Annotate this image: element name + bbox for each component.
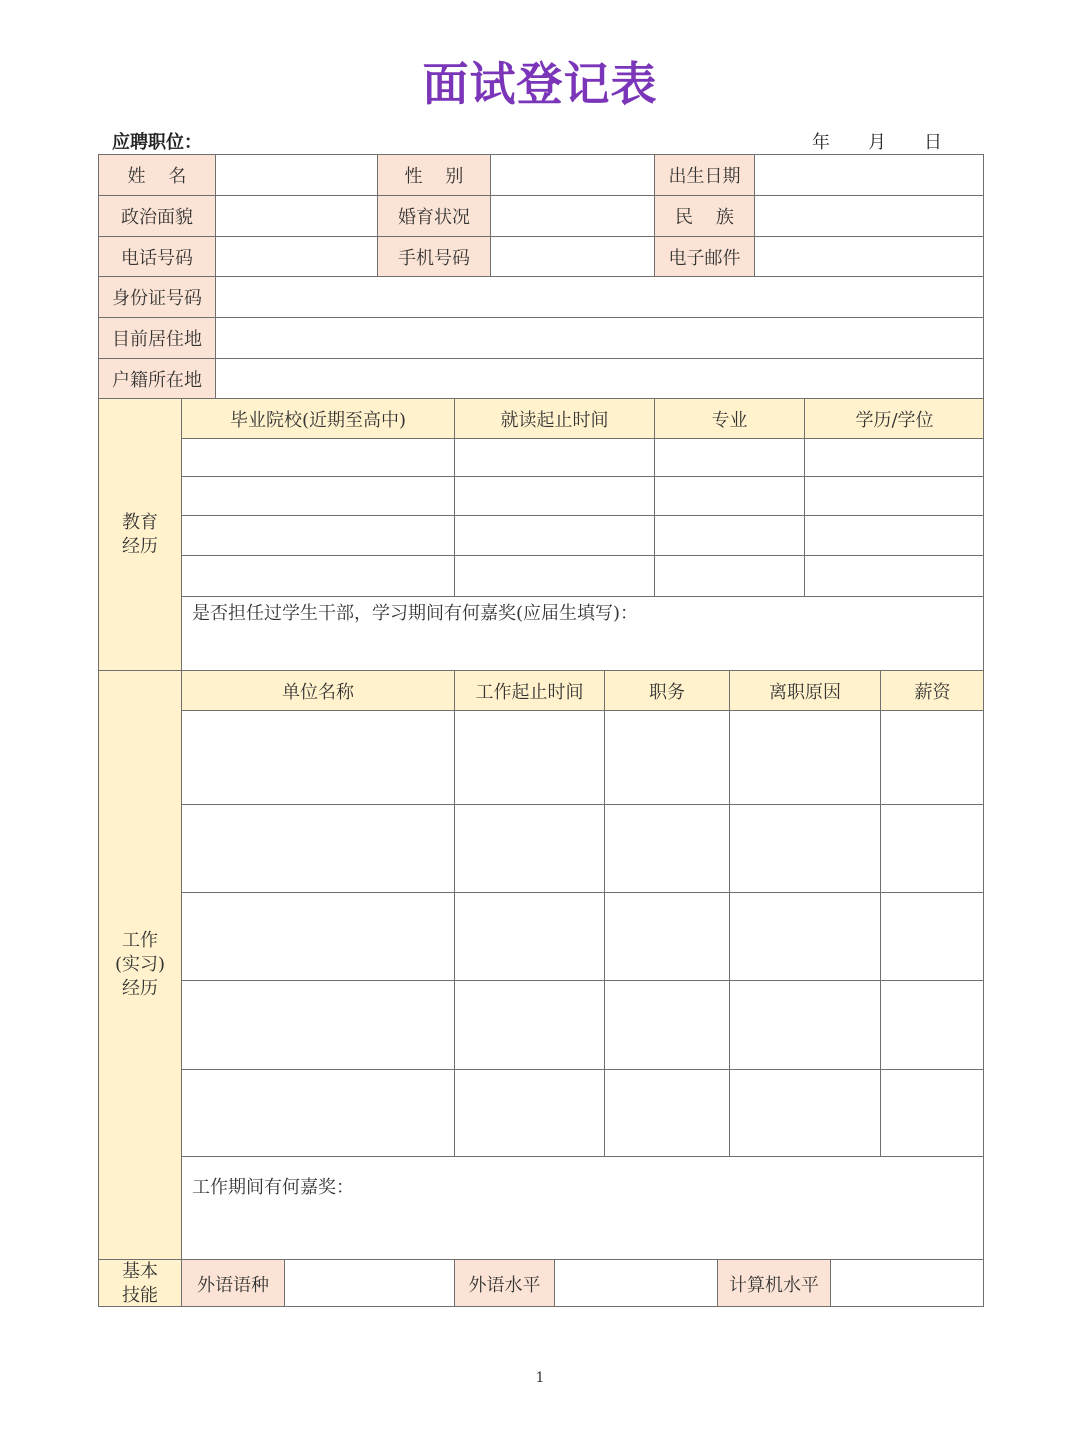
year-label: 年 [812,132,830,153]
field-political-status[interactable] [215,195,377,236]
field-email[interactable] [754,236,984,276]
label-birth-date: 出生日期 [654,154,754,195]
label-email: 电子邮件 [654,236,754,276]
education-awards-label: 是否担任过学生干部，学习期间有何嘉奖(应届生填写)： [192,603,639,624]
label-household-registration: 户籍所在地 [98,358,215,398]
edu-cell[interactable] [454,515,654,555]
work-col-period: 工作起止时间 [454,670,604,710]
field-marital-status[interactable] [490,195,654,236]
work-cell[interactable] [181,892,454,980]
work-cell[interactable] [604,710,729,804]
label-gender: 性 别 [377,154,490,195]
label-name: 姓 名 [98,154,215,195]
work-cell[interactable] [181,980,454,1069]
edu-cell[interactable] [654,555,804,596]
edu-cell[interactable] [804,438,984,476]
work-cell[interactable] [880,1069,984,1156]
label-mobile: 手机号码 [377,236,490,276]
label-marital-status: 婚育状况 [377,195,490,236]
field-name[interactable] [215,154,377,195]
work-cell[interactable] [880,980,984,1069]
field-gender[interactable] [490,154,654,195]
label-id-number: 身份证号码 [98,276,215,317]
work-cell[interactable] [181,1069,454,1156]
edu-col-degree: 学历/学位 [804,398,984,438]
work-cell[interactable] [181,804,454,892]
date-line [812,128,942,154]
work-section-label: 工作 (实习) 经历 [98,670,181,1259]
work-col-position: 职务 [604,670,729,710]
work-cell[interactable] [454,1069,604,1156]
field-household-registration[interactable] [215,358,984,398]
work-cell[interactable] [454,892,604,980]
label-language-level: 外语水平 [454,1259,554,1307]
work-cell[interactable] [454,710,604,804]
work-cell[interactable] [880,804,984,892]
label-current-address: 目前居住地 [98,317,215,358]
work-cell[interactable] [729,892,880,980]
work-awards-label: 工作期间有何嘉奖： [192,1177,354,1198]
work-cell[interactable] [880,710,984,804]
edu-cell[interactable] [654,438,804,476]
label-ethnicity: 民 族 [654,195,754,236]
field-birth-date[interactable] [754,154,984,195]
label-phone: 电话号码 [98,236,215,276]
label-political-status: 政治面貌 [98,195,215,236]
edu-cell[interactable] [181,515,454,555]
page-number: 1 [535,1370,545,1386]
edu-col-major: 专业 [654,398,804,438]
work-cell[interactable] [181,710,454,804]
work-cell[interactable] [604,980,729,1069]
edu-cell[interactable] [181,555,454,596]
edu-cell[interactable] [181,438,454,476]
label-language-type: 外语语种 [181,1259,284,1307]
work-cell[interactable] [729,710,880,804]
edu-cell[interactable] [654,515,804,555]
position-label: 应聘职位： [112,132,202,153]
work-awards-field[interactable] [181,1156,984,1259]
interview-form [98,154,984,1307]
edu-cell[interactable] [454,438,654,476]
education-section-label: 教育 经历 [98,398,181,670]
work-col-salary: 薪资 [880,670,984,710]
education-awards-field[interactable] [181,596,984,670]
field-phone[interactable] [215,236,377,276]
field-ethnicity[interactable] [754,195,984,236]
skills-section-label: 基本 技能 [98,1259,181,1307]
edu-cell[interactable] [454,476,654,515]
work-cell[interactable] [604,1069,729,1156]
day-label: 日 [924,132,942,153]
field-language-type[interactable] [284,1259,454,1307]
field-id-number[interactable] [215,276,984,317]
edu-col-school: 毕业院校(近期至高中) [181,398,454,438]
form-title: 面试登记表 [422,57,658,111]
work-cell[interactable] [604,804,729,892]
field-current-address[interactable] [215,317,984,358]
label-computer-level: 计算机水平 [717,1259,830,1307]
work-cell[interactable] [454,804,604,892]
edu-col-period: 就读起止时间 [454,398,654,438]
edu-cell[interactable] [804,555,984,596]
edu-cell[interactable] [181,476,454,515]
edu-cell[interactable] [454,555,654,596]
work-cell[interactable] [454,980,604,1069]
work-cell[interactable] [729,804,880,892]
work-cell[interactable] [729,980,880,1069]
edu-cell[interactable] [804,476,984,515]
edu-cell[interactable] [804,515,984,555]
work-cell[interactable] [880,892,984,980]
field-language-level[interactable] [554,1259,717,1307]
month-label: 月 [868,132,886,153]
work-col-leave-reason: 离职原因 [729,670,880,710]
work-cell[interactable] [729,1069,880,1156]
work-cell[interactable] [604,892,729,980]
edu-cell[interactable] [654,476,804,515]
work-col-company: 单位名称 [181,670,454,710]
field-mobile[interactable] [490,236,654,276]
field-computer-level[interactable] [830,1259,984,1307]
